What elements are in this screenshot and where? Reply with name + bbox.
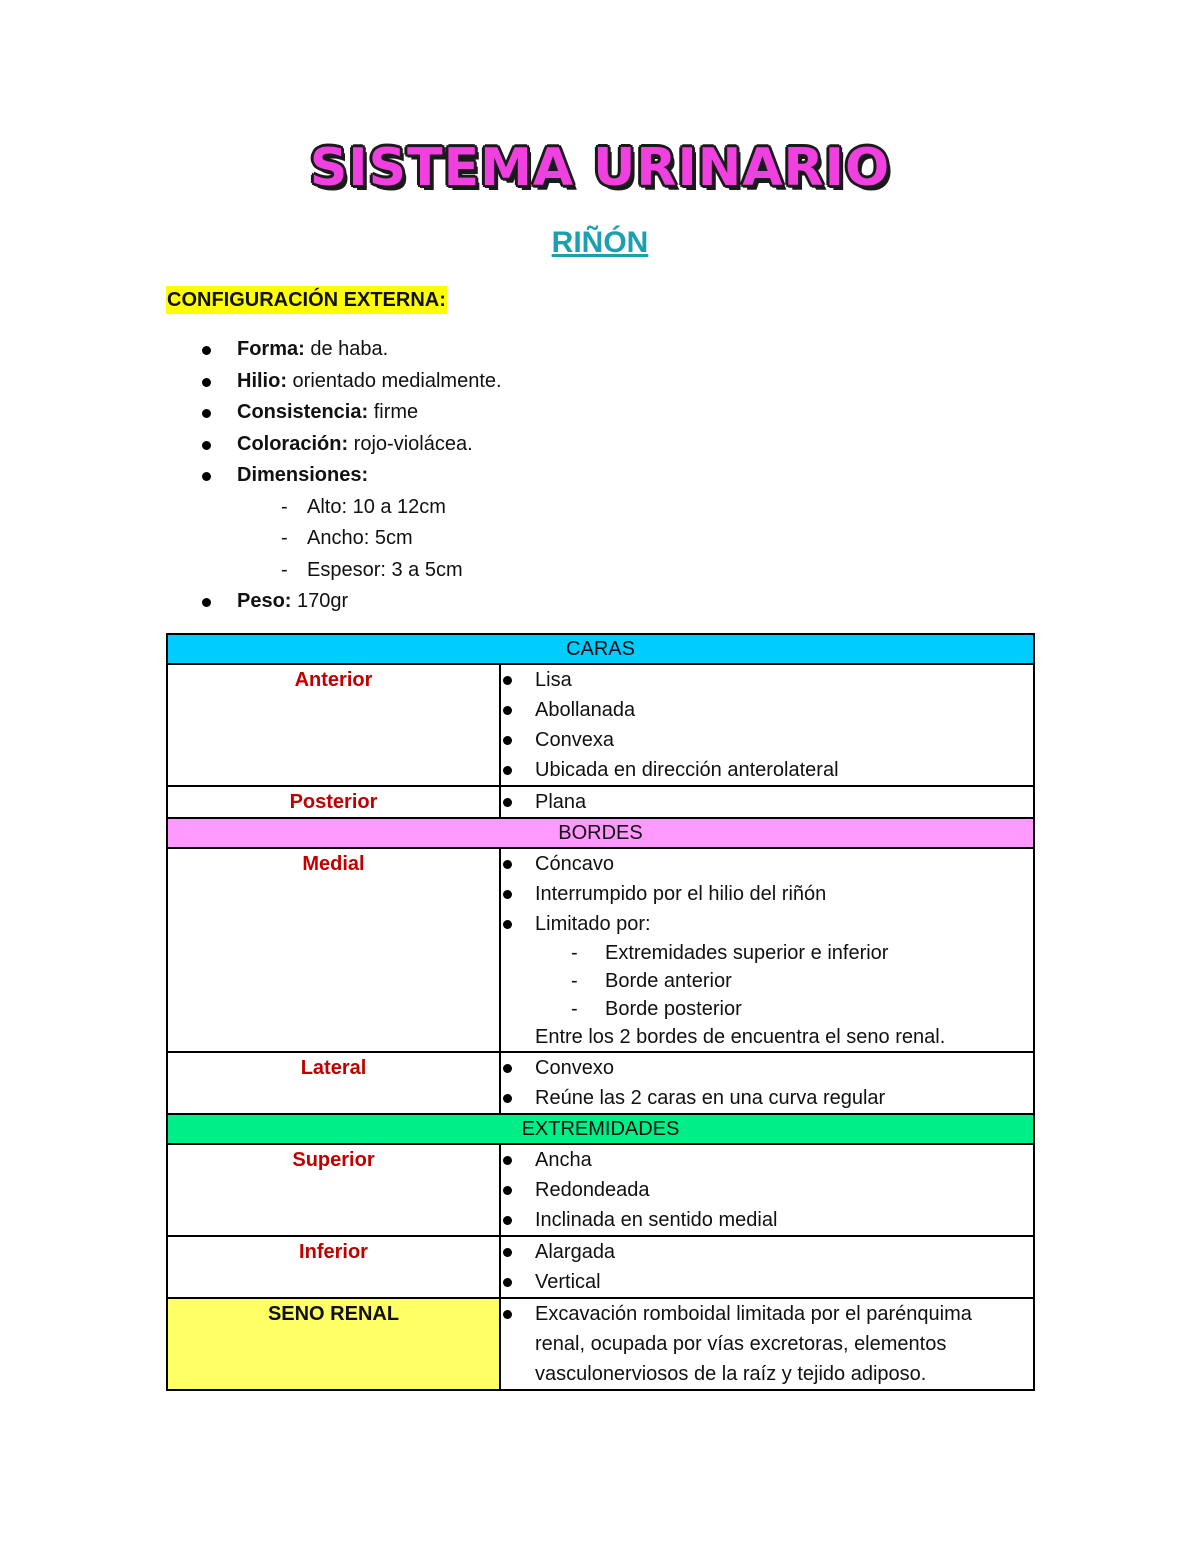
bullet-icon <box>503 1248 512 1257</box>
property-key: Forma: <box>237 338 305 360</box>
dimension-text: Ancho: 5cm <box>307 527 413 549</box>
dash-icon: - <box>571 970 578 992</box>
section-subtitle: RIÑÓN <box>551 226 649 259</box>
bullet-icon <box>503 1216 512 1225</box>
item-text: Convexa <box>535 729 614 751</box>
list-item <box>501 1205 1033 1235</box>
list-item <box>501 879 1033 909</box>
bullet-icon <box>503 676 512 685</box>
item-text: Abollanada <box>535 699 636 721</box>
bullet-icon <box>503 736 512 745</box>
list-item <box>501 1145 1033 1175</box>
bullet-icon <box>503 798 512 807</box>
property-key: Hilio: <box>237 369 287 392</box>
lateral-label: Lateral <box>167 1052 500 1114</box>
inferior-content <box>500 1236 1034 1298</box>
property-value: 170gr <box>291 590 349 612</box>
table-row <box>167 786 1034 818</box>
dimension-ancho <box>200 523 502 555</box>
bullet-icon <box>503 860 512 869</box>
property-value: rojo-violácea. <box>348 432 473 455</box>
list-item <box>501 725 1033 755</box>
extremidades-header-row <box>167 1114 1034 1144</box>
dash-icon: - <box>281 495 288 518</box>
sub-item <box>501 967 1033 995</box>
list-item <box>501 1299 1033 1389</box>
dimension-text: Espesor: 3 a 5cm <box>307 558 463 581</box>
bullet-icon <box>503 1094 512 1103</box>
list-item <box>501 755 1033 785</box>
item-text: Redondeada <box>535 1179 650 1201</box>
property-dimensiones <box>200 460 502 492</box>
superior-label: Superior <box>167 1144 500 1236</box>
item-text: Inclinada en sentido medial <box>535 1209 778 1231</box>
highlighted-section-label: CONFIGURACIÓN EXTERNA: <box>166 286 447 314</box>
bullet-icon <box>202 378 211 387</box>
property-key: Coloración: <box>237 432 349 455</box>
bullet-icon <box>503 890 512 899</box>
bullet-icon <box>503 1278 512 1287</box>
list-item <box>501 909 1033 939</box>
property-consistencia <box>200 397 502 429</box>
item-text: Ubicada en dirección anterolateral <box>535 759 839 781</box>
bullet-icon <box>503 706 512 715</box>
dash-icon: - <box>281 527 288 549</box>
item-text: Borde anterior <box>605 970 732 992</box>
list-item <box>501 1053 1033 1083</box>
caras-header: CARAS <box>167 634 1034 664</box>
extremidades-header: EXTREMIDADES <box>167 1114 1034 1144</box>
seno-renal-label: SENO RENAL <box>167 1298 500 1390</box>
property-value: orientado medialmente. <box>287 369 502 392</box>
bullet-icon <box>503 1064 512 1073</box>
property-coloracion <box>200 429 502 461</box>
dimension-espesor <box>200 555 502 587</box>
item-text: Lisa <box>535 669 572 691</box>
medial-note: Entre los 2 bordes de encuentra el seno renal. <box>535 1026 946 1048</box>
item-text: Vertical <box>535 1271 601 1293</box>
item-text: Reúne las 2 caras en una curva regular <box>535 1087 886 1109</box>
item-text: Convexo <box>535 1057 614 1079</box>
bullet-icon <box>202 598 211 607</box>
bullet-icon <box>503 1310 512 1319</box>
bullet-icon <box>202 346 211 355</box>
item-text: Alargada <box>535 1241 616 1263</box>
kidney-table <box>166 633 1035 1391</box>
table-row <box>167 664 1034 786</box>
dash-icon: - <box>281 558 288 581</box>
list-item <box>501 849 1033 879</box>
list-item <box>501 1237 1033 1267</box>
document-title: SISTEMA URINARIO <box>309 138 891 198</box>
property-key: Peso: <box>237 590 292 612</box>
property-peso <box>200 586 502 618</box>
sub-item <box>501 995 1033 1023</box>
bullet-icon <box>503 920 512 929</box>
bullet-icon <box>503 766 512 775</box>
anterior-label: Anterior <box>167 664 500 786</box>
item-text: Cóncavo <box>535 853 614 875</box>
property-value: de haba. <box>304 338 389 360</box>
item-text: Plana <box>535 791 587 813</box>
medial-label: Medial <box>167 848 500 1052</box>
list-item <box>501 787 1033 817</box>
lateral-content <box>500 1052 1034 1114</box>
anterior-content <box>500 664 1034 786</box>
table-row <box>167 1052 1034 1114</box>
item-text: Ancha <box>535 1149 592 1171</box>
medial-content <box>500 848 1034 1052</box>
sub-item <box>501 939 1033 967</box>
bullet-icon <box>503 1186 512 1195</box>
item-text: Borde posterior <box>605 998 742 1020</box>
dimension-alto <box>200 492 502 524</box>
property-hilio <box>200 366 502 398</box>
property-key: Consistencia: <box>237 401 369 423</box>
seno-renal-content <box>500 1298 1034 1390</box>
item-text: Interrumpido por el hilio del riñón <box>535 883 827 905</box>
bullet-icon <box>503 1156 512 1165</box>
bullet-icon <box>202 409 211 418</box>
bullet-icon <box>202 441 211 450</box>
dash-icon: - <box>571 942 578 964</box>
item-text: Extremidades superior e inferior <box>605 942 889 964</box>
list-item <box>501 1267 1033 1297</box>
list-item <box>501 695 1033 725</box>
properties-list <box>200 334 502 618</box>
dimension-text: Alto: 10 a 12cm <box>307 495 446 518</box>
item-text: Excavación romboidal limitada por el parénquima renal, ocupada por vías excretoras, elementos vasculonerviosos de la raíz y tejido adiposo. <box>535 1303 972 1385</box>
property-key: Dimensiones: <box>237 464 369 486</box>
posterior-content <box>500 786 1034 818</box>
property-forma <box>200 334 502 366</box>
list-item <box>501 1175 1033 1205</box>
bordes-header-row <box>167 818 1034 848</box>
table-row <box>167 1236 1034 1298</box>
bordes-header: BORDES <box>167 818 1034 848</box>
bullet-icon <box>202 472 211 481</box>
table-row <box>167 848 1034 1052</box>
list-item <box>501 665 1033 695</box>
caras-header-row <box>167 634 1034 664</box>
superior-content <box>500 1144 1034 1236</box>
dash-icon: - <box>571 998 578 1020</box>
table-row <box>167 1144 1034 1236</box>
property-value: firme <box>368 401 419 423</box>
posterior-label: Posterior <box>167 786 500 818</box>
item-text: Limitado por: <box>535 913 651 935</box>
list-item <box>501 1083 1033 1113</box>
table-row <box>167 1298 1034 1390</box>
inferior-label: Inferior <box>167 1236 500 1298</box>
